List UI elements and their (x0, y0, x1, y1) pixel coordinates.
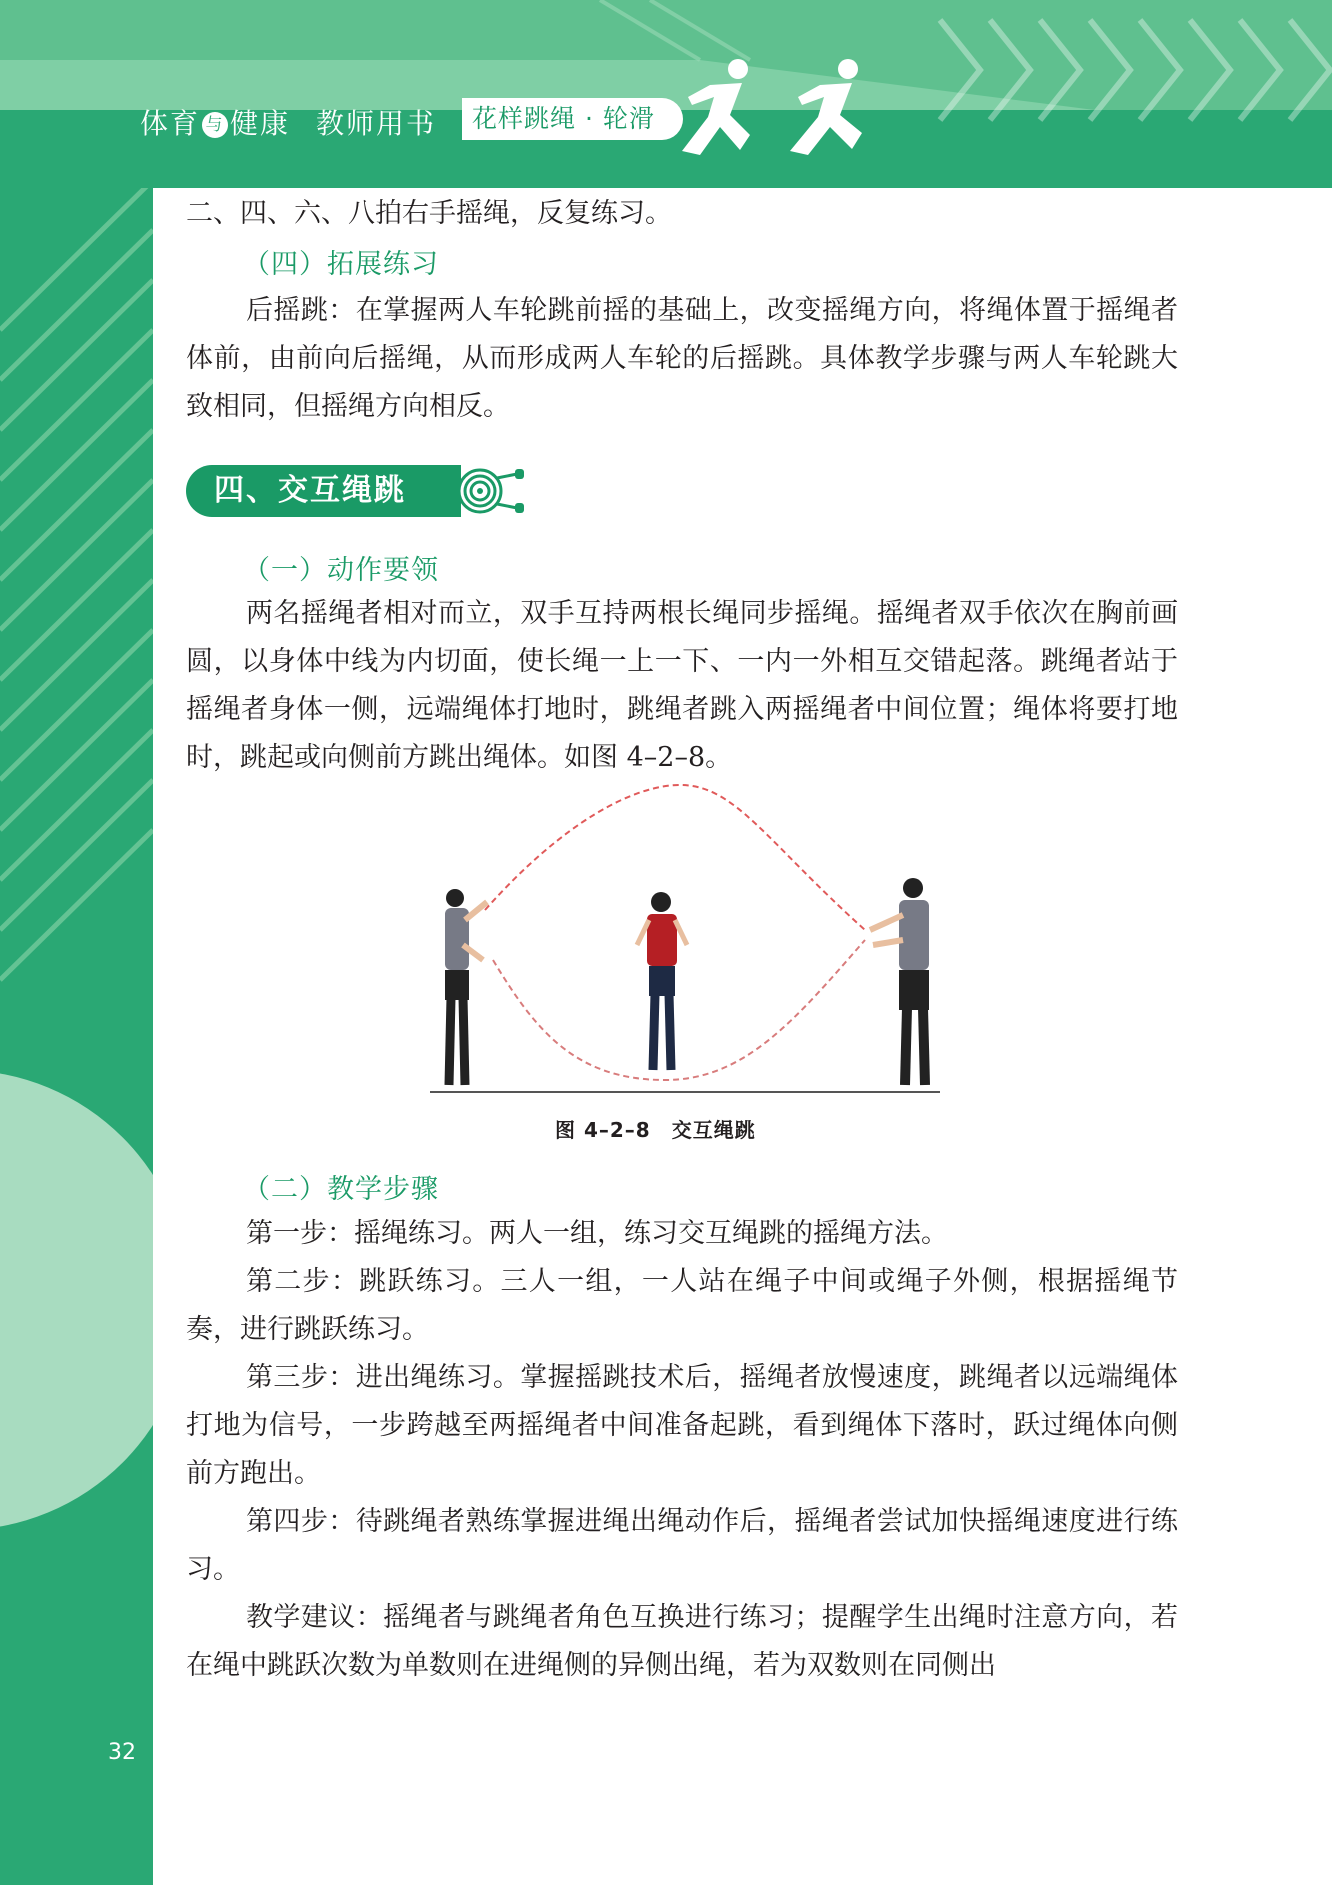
steps-list (186, 1210, 1178, 1690)
book-title-yu: 与 (202, 112, 228, 138)
runner-icon (670, 55, 885, 165)
teaching-advice: 教学建议：摇绳者与跳绳者角色互换进行练习；提醒学生出绳时注意方向，若在绳中跳跃次数为单数则在进绳侧的异侧出绳，若为双数则在同侧出 (186, 1602, 1178, 1681)
figure-double-dutch (425, 780, 945, 1100)
section-title: 四、交互绳跳 (186, 465, 461, 517)
step-1: 第一步：摇绳练习。两人一组，练习交互绳跳的摇绳方法。 (246, 1218, 948, 1249)
paragraph-essentials: 两名摇绳者相对而立，双手互持两根长绳同步摇绳。摇绳者双手依次在胸前画圆，以身体中线为内切面，使长绳一上一下、一内一外相互交错起落。跳绳者站于摇绳者身体一侧，远端绳体打地时，跳绳者跳入两摇绳者中间位置；绳体将要打地时，跳起或向侧前方跳出绳体。如图 4–2–8。 (186, 598, 1178, 773)
subheading-steps: （二）教学步骤 (243, 1174, 439, 1205)
step-4: 第四步：待跳绳者熟练掌握进绳出绳动作后，摇绳者尝试加快摇绳速度进行练习。 (186, 1506, 1178, 1585)
rope-turner-right (870, 878, 929, 1085)
paragraph-top: 二、四、六、八拍右手摇绳，反复练习。 (186, 198, 672, 229)
page-number: 32 (108, 1740, 136, 1765)
step-2: 第二步：跳跃练习。三人一组，一人站在绳子中间或绳子外侧，根据摇绳节奏，进行跳跃练习。 (186, 1266, 1178, 1345)
figure-caption: 图 4–2–8 交互绳跳 (555, 1118, 756, 1142)
step-3: 第三步：进出绳练习。掌握摇跳技术后，摇绳者放慢速度，跳绳者以远端绳体打地为信号，一步跨越至两摇绳者中间准备起跳，看到绳体下落时，跃过绳体向侧前方跑出。 (186, 1362, 1178, 1489)
chapter-pill: 花样跳绳 · 轮滑 (462, 98, 683, 140)
jumper-girl (637, 892, 687, 1070)
subheading-essentials: （一）动作要领 (243, 555, 439, 586)
page-header (0, 0, 1332, 188)
book-title: 体育 与 健康 教师用书 (140, 107, 437, 140)
jump-rope-icon (455, 466, 527, 516)
paragraph-back-jump: 后摇跳：在掌握两人车轮跳前摇的基础上，改变摇绳方向，将绳体置于摇绳者体前，由前向后摇绳，从而形成两人车轮的后摇跳。具体教学步骤与两人车轮跳大致相同，但摇绳方向相反。 (186, 295, 1178, 422)
rope-turner-left (445, 889, 487, 1085)
subheading-expand: （四）拓展练习 (243, 249, 439, 280)
